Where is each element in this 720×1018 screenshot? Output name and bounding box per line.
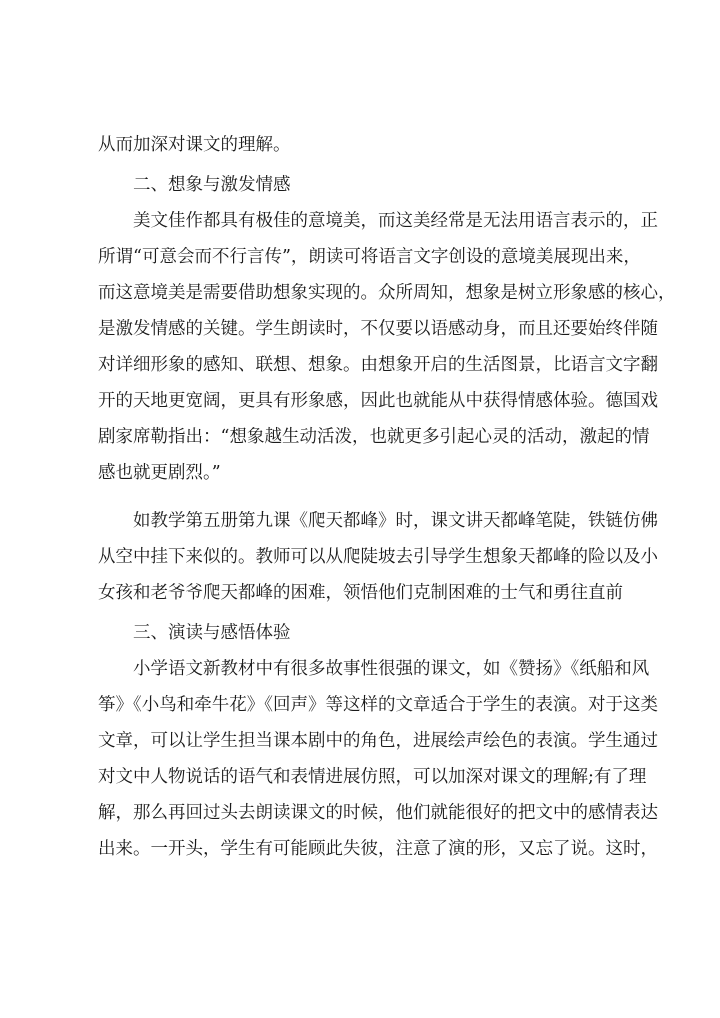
text-line: 感也就更剧烈。” [98,463,221,483]
text-line: 解，那么再回过头去朗读课文的时候，他们就能很好的把文中的感情表达 [98,803,658,823]
text-line: 而这意境美是需要借助想象实现的。众所周知，想象是树立形象感的核心， [98,283,676,303]
section-heading: 二、想象与激发情感 [133,175,291,195]
text-line: 对详细形象的感知、联想、想象。由想象开启的生活图景，比语言文字翻 [98,355,658,375]
text-line: 出来。一开头，学生有可能顾此失彼，注意了演的形，又忘了说。这时， [98,839,658,859]
text-line: 文章，可以让学生担当课本剧中的角色，进展绘声绘色的表演。学生通过 [98,731,658,751]
text-line: 女孩和老爷爷爬天都峰的困难，领悟他们克制困难的士气和勇往直前 [98,583,623,603]
text-line: 筝》《小鸟和牵牛花》《回声》等这样的文章适合于学生的表演。对于这类 [98,695,658,715]
text-line: 剧家席勒指出：“想象越生动活泼，也就更多引起心灵的活动，激起的情 [98,427,650,447]
text-line: 小学语文新教材中有很多故事性很强的课文，如《赞扬》《纸船和风 [133,659,650,679]
section-heading: 三、演读与感悟体验 [133,623,291,643]
text-line: 美文佳作都具有极佳的意境美，而这美经常是无法用语言表示的，正 [133,211,658,231]
text-line: 开的天地更宽阔，更具有形象感，因此也就能从中获得情感体验。德国戏 [98,391,658,411]
text-line: 对文中人物说话的语气和表情进展仿照，可以加深对课文的理解;有了理 [98,767,647,787]
text-line: 所谓“可意会而不行言传”，朗读可将语言文字创设的意境美展现出来， [98,247,641,267]
text-line: 从空中挂下来似的。教师可以从爬陡坡去引导学生想象天都峰的险以及小 [98,547,658,567]
text-line: 从而加深对课文的理解。 [98,135,291,155]
text-line: 是激发情感的关键。学生朗读时，不仅要以语感动身，而且还要始终伴随 [98,319,658,339]
text-line: 如教学第五册第九课《爬天都峰》时，课文讲天都峰笔陡，铁链仿佛 [133,511,658,531]
